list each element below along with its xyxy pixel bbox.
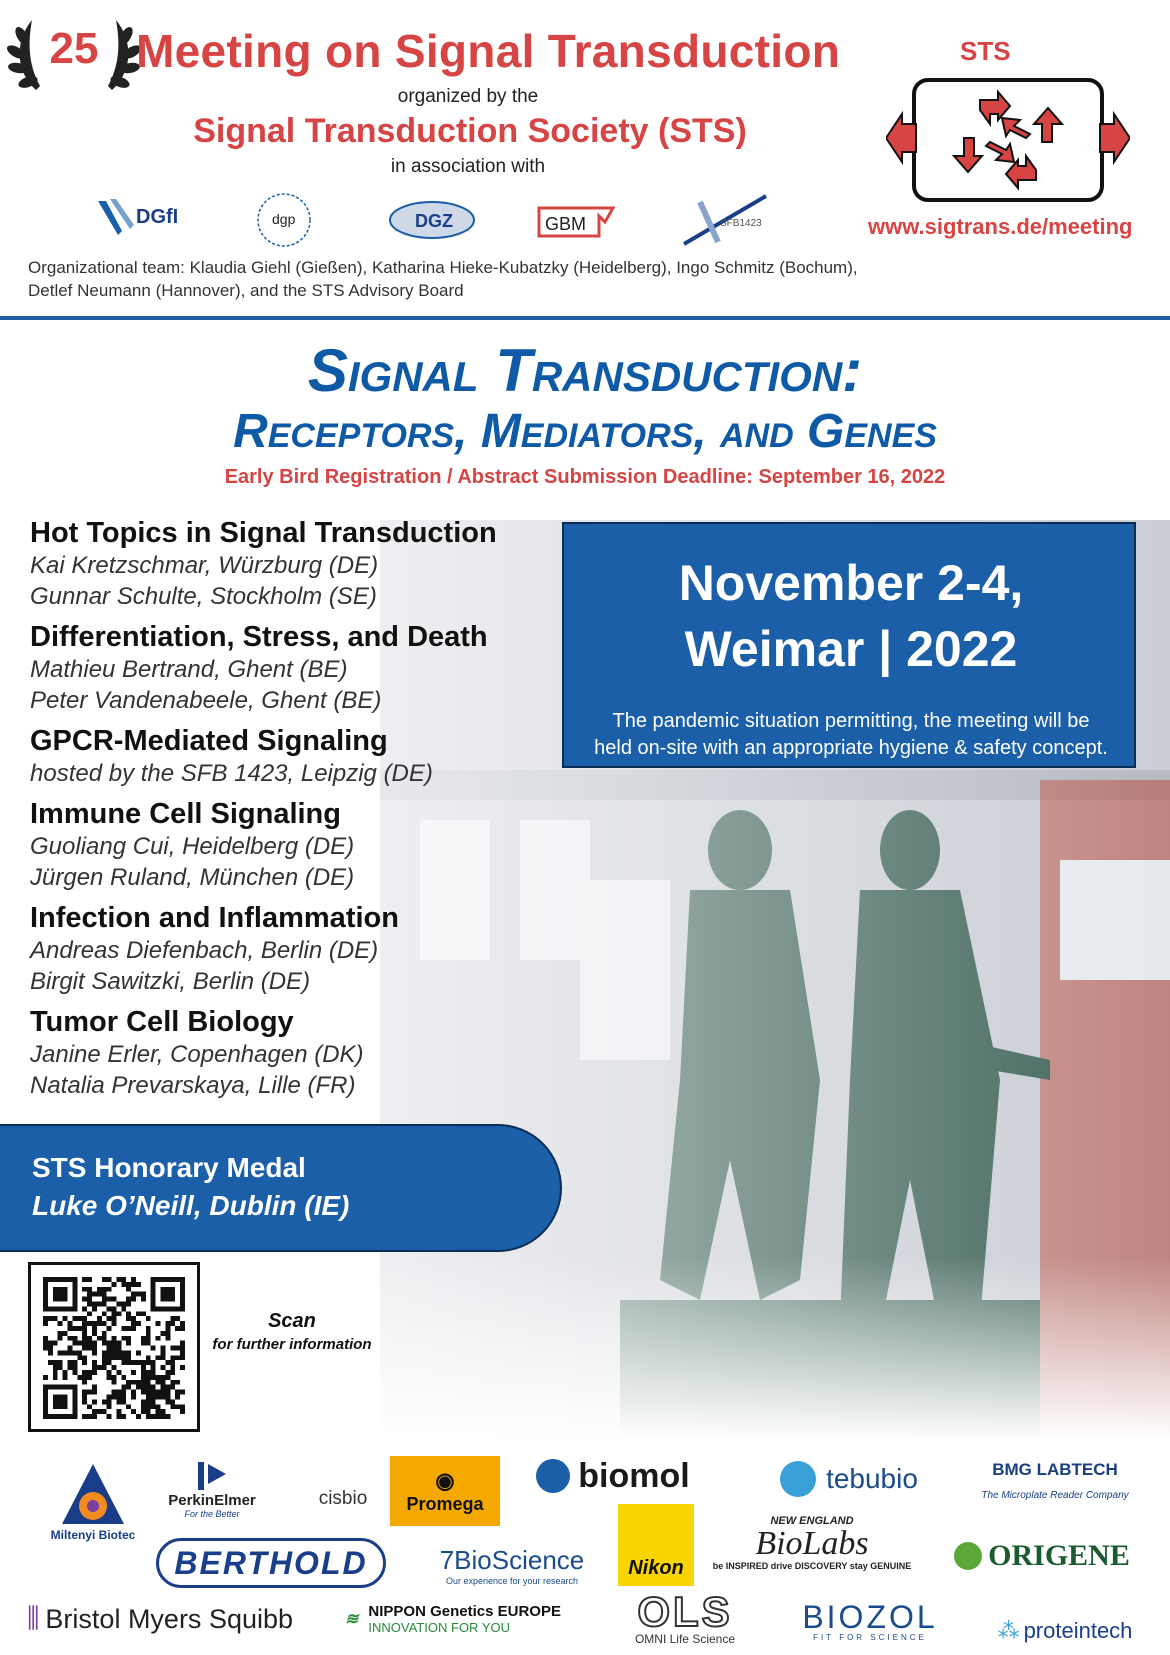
- medal-recipient: Luke O’Neill, Dublin (IE): [32, 1190, 350, 1221]
- qr-code-icon[interactable]: [43, 1277, 185, 1419]
- session-immune-cell: [30, 797, 560, 893]
- proteintech-logo-icon: ⁂: [997, 1618, 1020, 1643]
- sponsor-biozol: [792, 1596, 948, 1646]
- header-divider: [0, 316, 1170, 320]
- conference-title-line2: Receptors, Mediators, and Genes: [233, 405, 937, 458]
- org-team-line: Organizational team: Klaudia Giehl (Gießen), Katharina Hieke-Kubatzky (Heidelberg), Ingo Schmitz (Bochum),: [28, 258, 858, 277]
- neb-tagline: be INSPIRED drive DISCOVERY stay GENUINE: [712, 1561, 912, 1571]
- header: [0, 0, 1170, 318]
- sponsor-cisbio: cisbio: [318, 1488, 368, 1509]
- speaker: Peter Vandenabeele, Ghent (BE): [30, 687, 382, 714]
- sts-logo-icon: [886, 76, 1130, 204]
- miltenyi-name: Miltenyi Biotec: [50, 1528, 136, 1542]
- anniversary-number: 25: [49, 24, 99, 73]
- qr-code-box[interactable]: [28, 1262, 200, 1432]
- speaker: Birgit Sawitzki, Berlin (DE): [30, 968, 311, 995]
- session-title: Infection and Inflammation: [30, 902, 399, 934]
- sponsor-proteintech: [990, 1586, 1140, 1644]
- event-location-year: Weimar | 2022: [684, 621, 1018, 677]
- biozol-tagline: FIT FOR SCIENCE: [813, 1632, 927, 1642]
- pandemic-note-line: The pandemic situation permitting, the meeting will be: [612, 710, 1090, 732]
- sponsor-nikon: Nikon: [618, 1504, 694, 1586]
- sponsor-tebubio: [760, 1454, 938, 1504]
- meeting-title: Meeting on Signal Transduction: [136, 25, 841, 77]
- speaker: Gunnar Schulte, Stockholm (SE): [30, 583, 377, 610]
- session-hot-topics: [30, 516, 560, 612]
- ols-tagline: OMNI Life Science: [634, 1632, 736, 1646]
- origene-logo-icon: [954, 1542, 982, 1570]
- sponsor-7bioscience: [432, 1540, 592, 1590]
- registration-deadline: Early Bird Registration / Abstract Submission Deadline: September 16, 2022: [224, 466, 946, 488]
- gbm-logo: [532, 192, 624, 248]
- biomol-name: biomol: [578, 1456, 690, 1495]
- bms-logo-icon: ⫼: [27, 1603, 40, 1633]
- bms-name: Bristol Myers Squibb: [45, 1603, 294, 1634]
- dgp-logo: [238, 192, 330, 248]
- biozol-name: BIOZOL: [802, 1598, 938, 1635]
- pandemic-note-line: held on-site with an appropriate hygiene & safety concept.: [594, 737, 1108, 759]
- sponsor-perkinelmer: [152, 1456, 272, 1522]
- event-date: November 2-4,: [678, 555, 1024, 611]
- conference-title-line1: Signal Transduction:: [307, 337, 863, 404]
- nippon-tagline: INNOVATION FOR YOU: [368, 1620, 510, 1635]
- date-location-box: [562, 522, 1136, 768]
- sfb-text: SFB1423: [720, 218, 762, 229]
- promega-symbol-icon: ◉: [435, 1467, 455, 1493]
- session-infection: [30, 901, 560, 997]
- perkinelmer-logo-icon: [192, 1460, 232, 1492]
- session-gpcr: [30, 724, 560, 789]
- speaker: hosted by the SFB 1423, Leipzig (DE): [30, 760, 433, 787]
- association-text: in association with: [390, 156, 546, 177]
- session-title: Immune Cell Signaling: [30, 798, 341, 830]
- scan-label: Scan: [268, 1310, 316, 1332]
- scan-sublabel: for further information: [212, 1336, 372, 1353]
- dgp-logo-icon: [242, 192, 326, 248]
- dgfi-text: DGfI: [136, 206, 179, 228]
- biomol-logo-icon: [536, 1459, 570, 1493]
- sponsor-promega: [390, 1456, 500, 1526]
- dgp-text: dgp: [272, 211, 296, 227]
- session-list: [30, 516, 560, 1109]
- honorary-medal-box: [0, 1124, 562, 1252]
- dgfi-logo: [94, 192, 204, 248]
- nippon-name: NIPPON Genetics EUROPE: [368, 1603, 561, 1620]
- sponsor-bmg-labtech: [972, 1454, 1138, 1506]
- pandemic-note: [578, 708, 1124, 762]
- gbm-text: GBM: [545, 214, 587, 234]
- sponsor-nippon-genetics: [318, 1596, 588, 1642]
- sponsor-origene: [954, 1532, 1130, 1580]
- speaker: Jürgen Ruland, München (DE): [30, 864, 355, 891]
- session-differentiation: [30, 620, 560, 716]
- sponsor-bristol-myers-squibb: [27, 1596, 294, 1642]
- organized-by-text: organized by the: [397, 86, 539, 107]
- perkinelmer-name: PerkinElmer: [168, 1491, 256, 1509]
- proteintech-name: proteintech: [1023, 1618, 1133, 1643]
- dgz-logo-icon: [387, 198, 477, 242]
- dgfi-logo-icon: [94, 195, 204, 245]
- society-name: Signal Transduction Society (STS): [193, 112, 747, 150]
- tebubio-name: tebubio: [826, 1463, 918, 1494]
- neb-name: BioLabs: [755, 1525, 869, 1562]
- sts-label: STS: [960, 36, 1011, 66]
- speaker: Mathieu Bertrand, Ghent (BE): [30, 656, 348, 683]
- bmg-tagline: The Microplate Reader Company: [981, 1489, 1129, 1501]
- speaker: Natalia Prevarskaya, Lille (FR): [30, 1072, 356, 1099]
- session-title: Hot Topics in Signal Transduction: [30, 517, 497, 549]
- sponsor-ols: [610, 1588, 760, 1650]
- dgz-text: DGZ: [415, 211, 453, 231]
- dgz-logo: [386, 192, 478, 248]
- ols-name: OLS: [637, 1588, 733, 1635]
- neb-top: NEW ENGLAND: [770, 1515, 854, 1527]
- sfb-logo-icon: [674, 192, 774, 248]
- sponsor-biomol: [530, 1454, 696, 1498]
- gbm-logo-icon: [533, 198, 623, 242]
- speaker: Guoliang Cui, Heidelberg (DE): [30, 833, 355, 860]
- org-team-line: Detlef Neumann (Hannover), and the STS Advisory Board: [28, 281, 464, 300]
- sponsor-berthold: BERTHOLD: [156, 1538, 386, 1588]
- sponsor-miltenyi: [38, 1456, 148, 1548]
- medal-title: STS Honorary Medal: [32, 1152, 306, 1183]
- speaker: Janine Erler, Copenhagen (DK): [30, 1041, 364, 1068]
- speaker: Kai Kretzschmar, Würzburg (DE): [30, 552, 379, 579]
- website-link[interactable]: www.sigtrans.de/meeting: [868, 214, 1133, 239]
- nippon-logo-icon: ≋: [345, 1611, 359, 1628]
- session-title: Tumor Cell Biology: [30, 1006, 294, 1038]
- perkinelmer-tagline: For the Better: [184, 1508, 240, 1519]
- promega-name: Promega: [406, 1493, 484, 1514]
- bmg-name: BMG LABTECH: [992, 1459, 1118, 1479]
- organizational-team: [28, 256, 968, 302]
- 7bioscience-tagline: Our experience for your research: [445, 1575, 579, 1586]
- speaker: Andreas Diefenbach, Berlin (DE): [30, 937, 379, 964]
- origene-name: ORIGENE: [988, 1539, 1130, 1572]
- session-tumor: [30, 1005, 560, 1101]
- session-title: GPCR-Mediated Signaling: [30, 725, 388, 757]
- 7bioscience-name: 7BioScience: [439, 1544, 585, 1575]
- sfb-logo: [674, 192, 774, 248]
- tebubio-logo-icon: [780, 1461, 816, 1497]
- miltenyi-logo-icon: [60, 1462, 126, 1528]
- session-title: Differentiation, Stress, and Death: [30, 621, 488, 653]
- sponsor-new-england-biolabs: [712, 1500, 912, 1586]
